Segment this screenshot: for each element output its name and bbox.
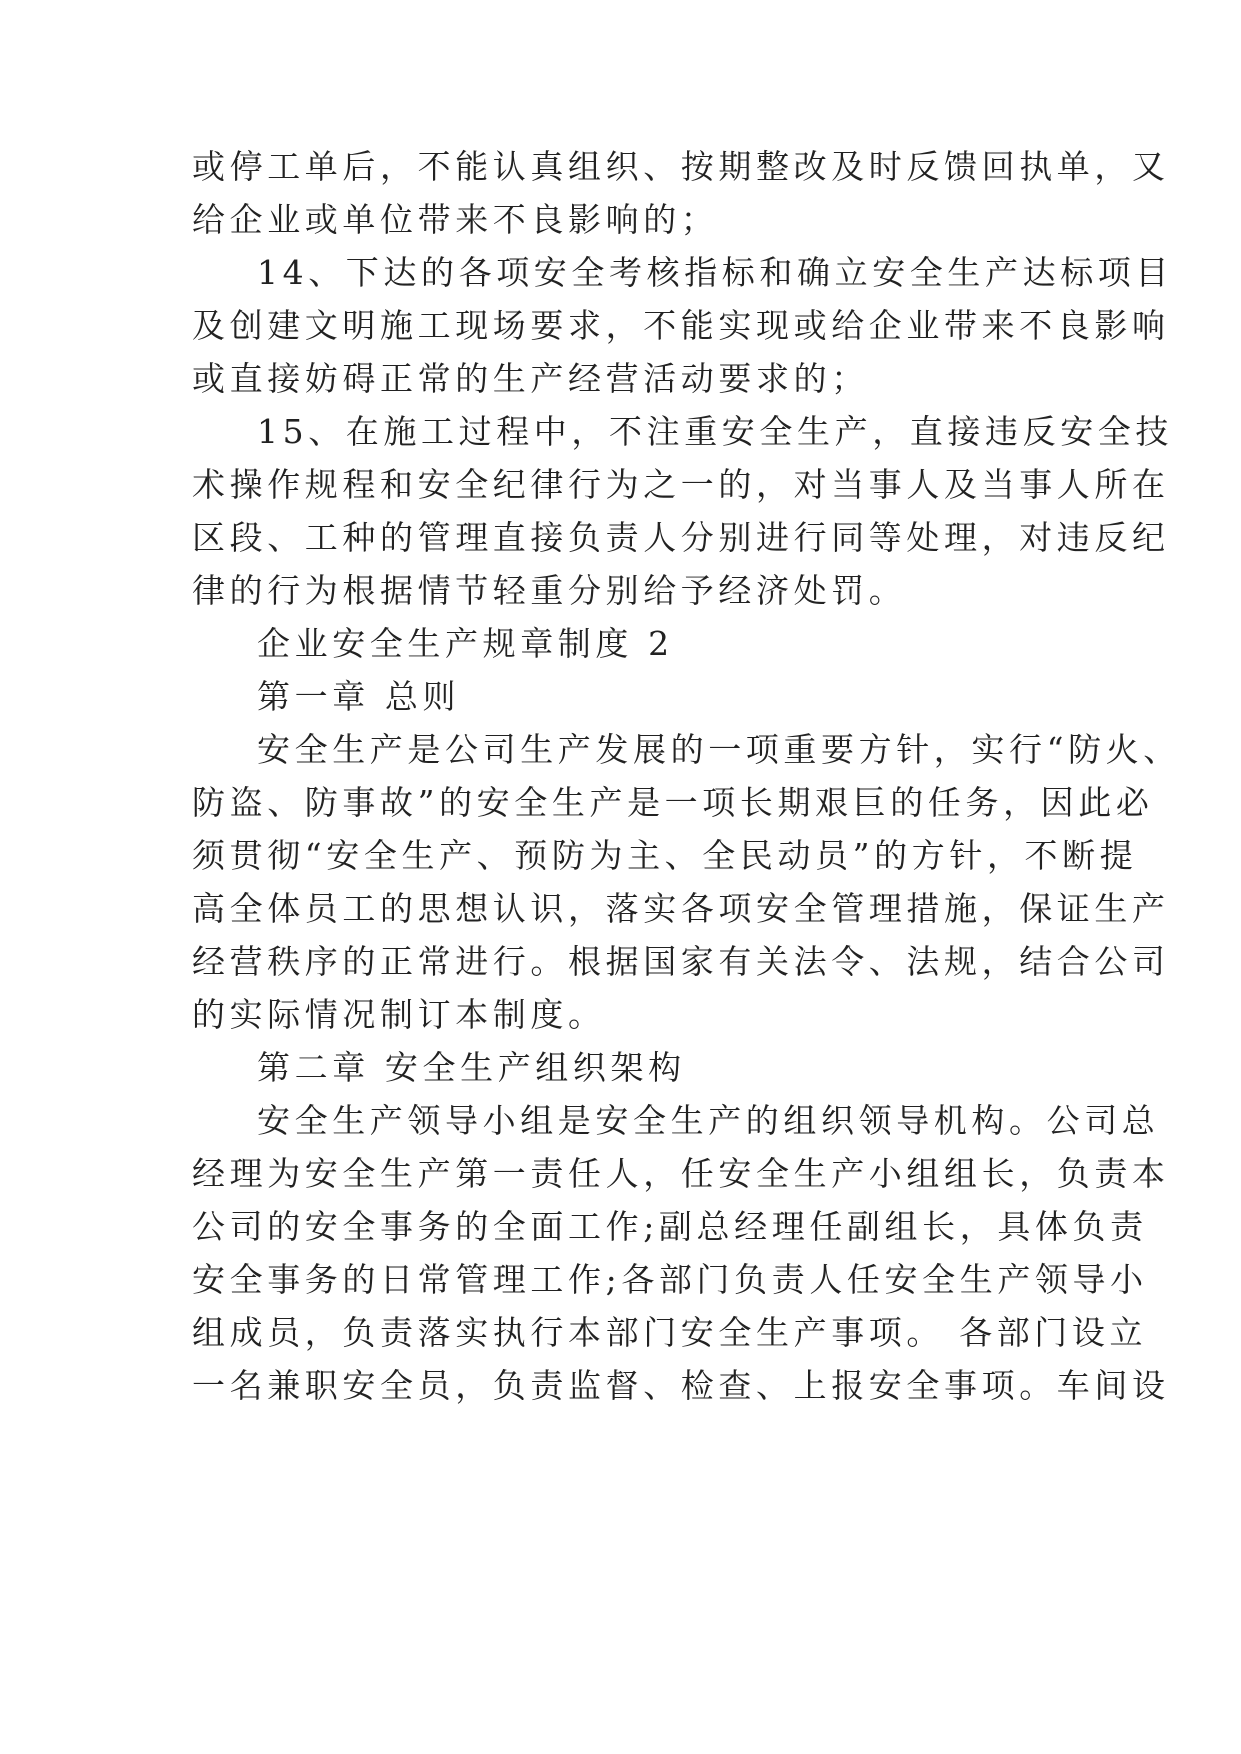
text-line: 经营秩序的正常进行。根据国家有关法令、法规，结合公司	[192, 942, 1170, 981]
text-line: 一名兼职安全员，负责监督、检查、上报安全事项。车间设	[192, 1366, 1170, 1405]
text-line: 高全体员工的思想认识，落实各项安全管理措施，保证生产	[192, 889, 1170, 928]
text-line: 经理为安全生产第一责任人，任安全生产小组组长，负责本	[192, 1154, 1170, 1193]
text-line: 15、在施工过程中，不注重安全生产，直接违反安全技	[257, 412, 1173, 451]
text-line: 14、下达的各项安全考核指标和确立安全生产达标项目	[257, 253, 1173, 292]
text-line: 安全生产领导小组是安全生产的组织领导机构。公司总	[257, 1101, 1160, 1140]
text-line: 须贯彻“安全生产、预防为主、全民动员”的方针，不断提	[192, 836, 1138, 875]
text-line: 组成员，负责落实执行本部门安全生产事项。 各部门设立	[192, 1313, 1148, 1352]
text-line: 律的行为根据情节轻重分别给予经济处罚。	[192, 571, 907, 610]
chapter-heading: 第二章 安全生产组织架构	[257, 1048, 686, 1087]
text-line: 防盗、防事故”的安全生产是一项长期艰巨的任务，因此必	[192, 783, 1154, 822]
text-line: 公司的安全事务的全面工作;副总经理任副组长，具体负责	[192, 1207, 1148, 1246]
text-line: 及创建文明施工现场要求，不能实现或给企业带来不良影响	[192, 306, 1170, 345]
text-line: 术操作规程和安全纪律行为之一的，对当事人及当事人所在	[192, 465, 1170, 504]
text-line: 或停工单后，不能认真组织、按期整改及时反馈回执单，又	[192, 147, 1170, 186]
text-line: 区段、工种的管理直接负责人分别进行同等处理，对违反纪	[192, 518, 1170, 557]
text-line: 给企业或单位带来不良影响的；	[192, 200, 719, 239]
text-line: 安全生产是公司生产发展的一项重要方针，实行“防火、	[257, 730, 1181, 769]
section-heading: 企业安全生产规章制度 2	[257, 624, 674, 663]
text-line: 的实际情况制订本制度。	[192, 995, 606, 1034]
text-line: 安全事务的日常管理工作;各部门负责人任安全生产领导小	[192, 1260, 1148, 1299]
chapter-heading: 第一章 总则	[257, 677, 461, 716]
text-line: 或直接妨碍正常的生产经营活动要求的；	[192, 359, 869, 398]
